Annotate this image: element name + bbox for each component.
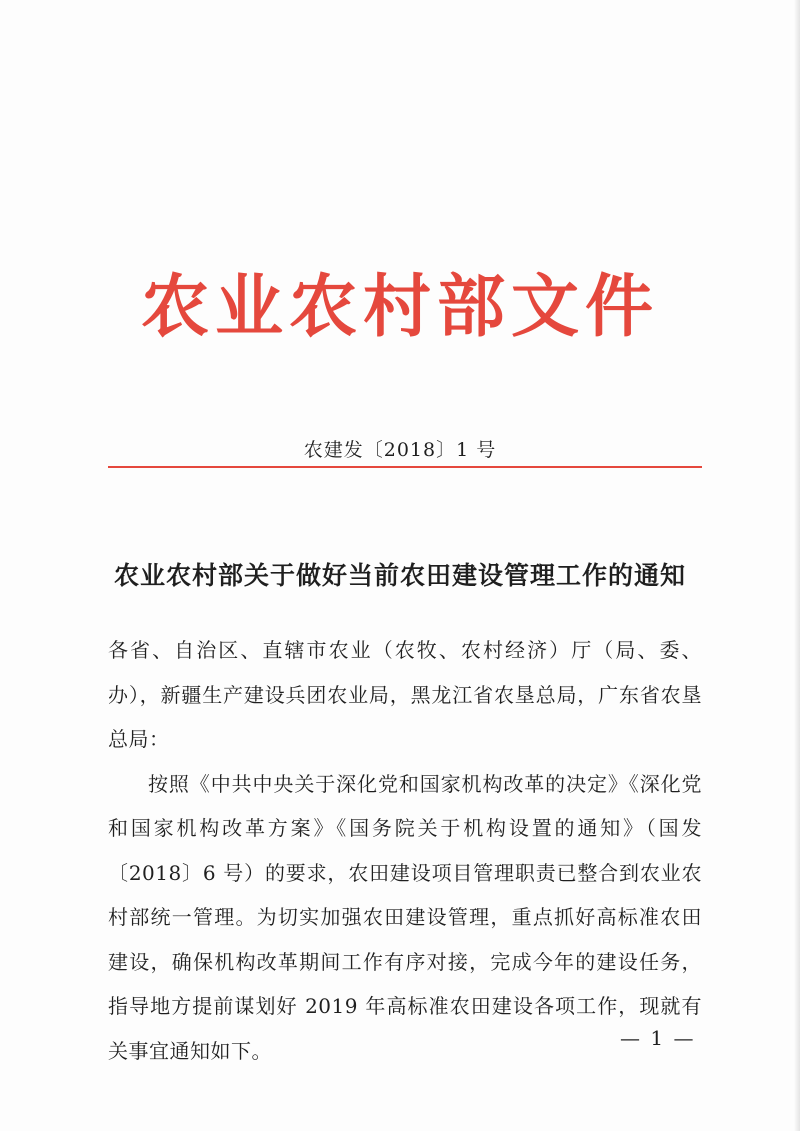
page-number: — 1 —: [620, 1026, 696, 1050]
red-divider-line: [108, 466, 702, 468]
document-number: 农建发〔2018〕1 号: [303, 439, 497, 461]
document-body: [108, 628, 702, 1073]
red-masthead: 农业农村部文件: [140, 267, 659, 347]
body-paragraph-1: 按照《中共中央关于深化党和国家机构改革的决定》《深化党和国家机构改革方案》《国务院关于机构设置的通知》（国发〔2018〕6 号）的要求，农田建设项目管理职责已整合到农业农村部统一管理。为切实加强农田建设管理，重点抓好高标准农田建设，确保机构改革期间工作有序对接，完成今年的建设任务，指导地方提前谋划好 2019 年高标准农田建设各项工作，现就有关事宜通知如下。: [108, 771, 702, 1063]
salutation: 各省、自治区、直辖市农业（农牧、农村经济）厅（局、委、办），新疆生产建设兵团农业局，黑龙江省农垦总局，广东省农垦总局：: [108, 638, 702, 751]
document-title: 农业农村部关于做好当前农田建设管理工作的通知: [113, 561, 686, 590]
